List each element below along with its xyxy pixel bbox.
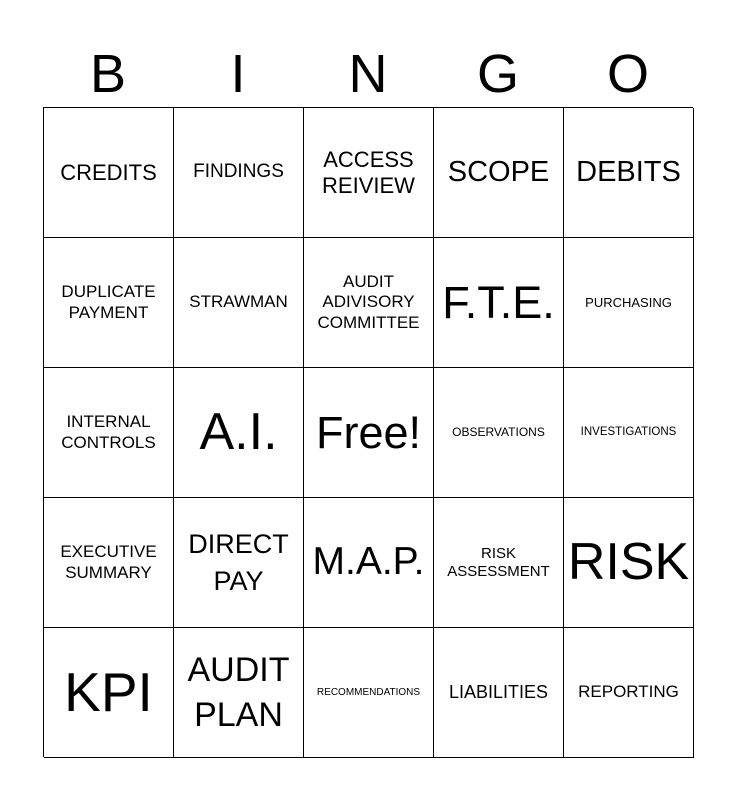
cell-label: ACCESS REIVIEW xyxy=(322,146,415,198)
cell-label: AUDIT PLAN xyxy=(187,650,290,734)
cell-label: RECOMMENDATIONS xyxy=(316,686,421,698)
bingo-cell-5-1[interactable] xyxy=(44,628,174,758)
bingo-cell-4-3[interactable] xyxy=(304,498,434,628)
header-letter-o: O xyxy=(606,44,649,104)
bingo-cell-5-5[interactable] xyxy=(564,628,694,758)
bingo-cell-4-4[interactable] xyxy=(434,498,564,628)
bingo-cell-3-3[interactable] xyxy=(304,368,434,498)
cell-label: PURCHASING xyxy=(585,294,672,310)
cell-label: SCOPE xyxy=(447,156,550,189)
cell-label: FINDINGS xyxy=(193,161,284,183)
bingo-cell-1-3[interactable] xyxy=(304,108,434,238)
cell-label: CREDITS xyxy=(60,159,157,185)
bingo-cell-2-1[interactable] xyxy=(44,238,174,368)
header-letter-n: N xyxy=(348,44,388,104)
cell-label: INTERNAL CONTROLS xyxy=(61,412,156,452)
header-letter-g: G xyxy=(476,44,519,104)
cell-label: LIABILITIES xyxy=(448,681,549,702)
bingo-cell-1-5[interactable] xyxy=(564,108,694,238)
bingo-cell-3-1[interactable] xyxy=(44,368,174,498)
cell-label: DUPLICATE PAYMENT xyxy=(61,282,156,322)
bingo-cell-1-2[interactable] xyxy=(174,108,304,238)
bingo-cell-3-5[interactable] xyxy=(564,368,694,498)
cell-label: KPI xyxy=(64,661,153,724)
cell-label: OBSERVATIONS xyxy=(452,425,545,440)
bingo-cell-5-3[interactable] xyxy=(304,628,434,758)
bingo-cell-4-1[interactable] xyxy=(44,498,174,628)
cell-label: EXECUTIVE SUMMARY xyxy=(60,542,157,582)
bingo-cell-1-1[interactable] xyxy=(44,108,174,238)
cell-label: RISK ASSESSMENT xyxy=(447,544,550,580)
cell-label: A.I. xyxy=(199,402,278,461)
cell-label: DIRECT PAY xyxy=(188,529,289,596)
bingo-cell-2-5[interactable] xyxy=(564,238,694,368)
bingo-cell-5-4[interactable] xyxy=(434,628,564,758)
bingo-cell-4-5[interactable] xyxy=(564,498,694,628)
cell-label: M.A.P. xyxy=(312,540,425,584)
bingo-cell-3-2[interactable] xyxy=(174,368,304,498)
cell-label: REPORTING xyxy=(578,682,679,702)
cell-label: STRAWMAN xyxy=(189,292,288,312)
bingo-cell-2-4[interactable] xyxy=(434,238,564,368)
cell-label: F.T.E. xyxy=(442,276,555,328)
cell-label: INVESTIGATIONS xyxy=(580,425,677,438)
header-letter-i: I xyxy=(230,44,246,104)
free-space: Free! xyxy=(315,406,422,458)
header-letter-b: B xyxy=(89,44,127,104)
cell-label: DEBITS xyxy=(576,156,681,189)
cell-label: AUDIT ADIVISORY COMMITTEE xyxy=(317,272,420,332)
bingo-cell-5-2[interactable] xyxy=(174,628,304,758)
bingo-board xyxy=(43,107,693,757)
bingo-cell-2-3[interactable] xyxy=(304,238,434,368)
bingo-cell-1-4[interactable] xyxy=(434,108,564,238)
cell-label: RISK xyxy=(567,532,690,591)
bingo-cell-2-2[interactable] xyxy=(174,238,304,368)
bingo-cell-3-4[interactable] xyxy=(434,368,564,498)
bingo-cell-4-2[interactable] xyxy=(174,498,304,628)
bingo-header xyxy=(43,40,693,108)
